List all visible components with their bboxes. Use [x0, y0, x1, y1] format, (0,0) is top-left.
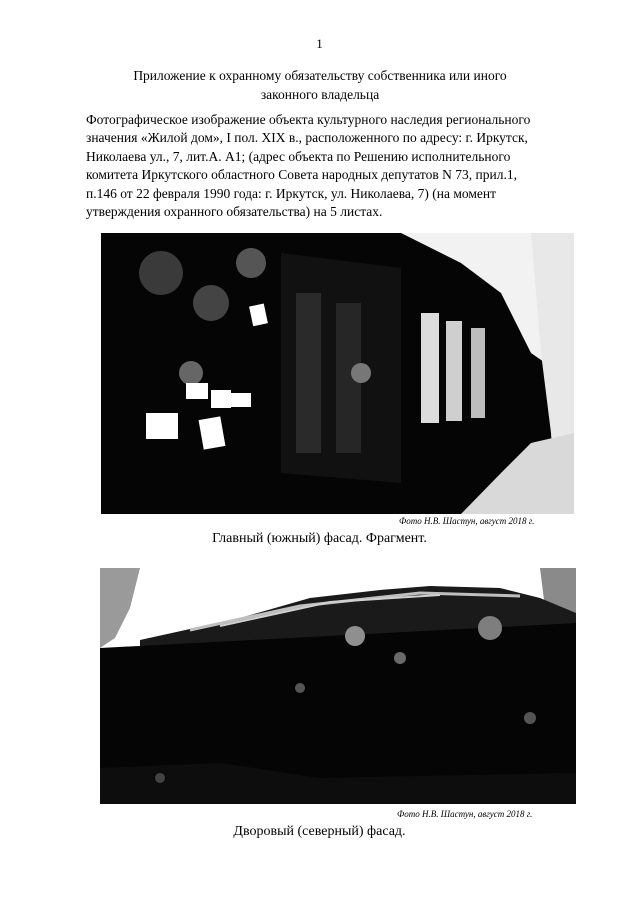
photo-caption: Главный (южный) фасад. Фрагмент.: [212, 531, 427, 546]
title-line-1: Приложение к охранному обязательству собственника или иного: [133, 68, 507, 83]
facade-photo-north: [100, 568, 576, 804]
description-line: утверждения охранного обязательства) на 5 листах.: [86, 204, 383, 220]
photo-credit: Фото Н.В. Шастун, август 2018 г.: [397, 809, 533, 819]
facade-photo-south: [101, 233, 574, 514]
title-line-2: законного владельца: [260, 87, 380, 102]
document-title: [120, 66, 520, 104]
facade-photo-north-image: [100, 568, 576, 804]
description-line: п.146 от 22 февраля 1990 года: г. Иркутск, ул. Николаева, 7) (на момент: [86, 185, 497, 201]
object-description: [86, 111, 586, 221]
photo-credit: Фото Н.В. Шастун, август 2018 г.: [399, 516, 535, 526]
page-number: 1: [316, 36, 323, 51]
facade-photo-south-image: [101, 233, 574, 514]
photo-caption: Дворовый (северный) фасад.: [233, 824, 406, 839]
description-line: Николаева ул., 7, лит.А. А1; (адрес объекта по Решению исполнительного: [86, 148, 511, 164]
description-line: значения «Жилой дом», I пол. XIX в., расположенного по адресу: г. Иркутск,: [86, 130, 528, 146]
description-line: Фотографическое изображение объекта культурного наследия регионального: [86, 112, 531, 127]
description-line: комитета Иркутского областного Совета народных депутатов N 73, прил.1,: [86, 167, 517, 183]
